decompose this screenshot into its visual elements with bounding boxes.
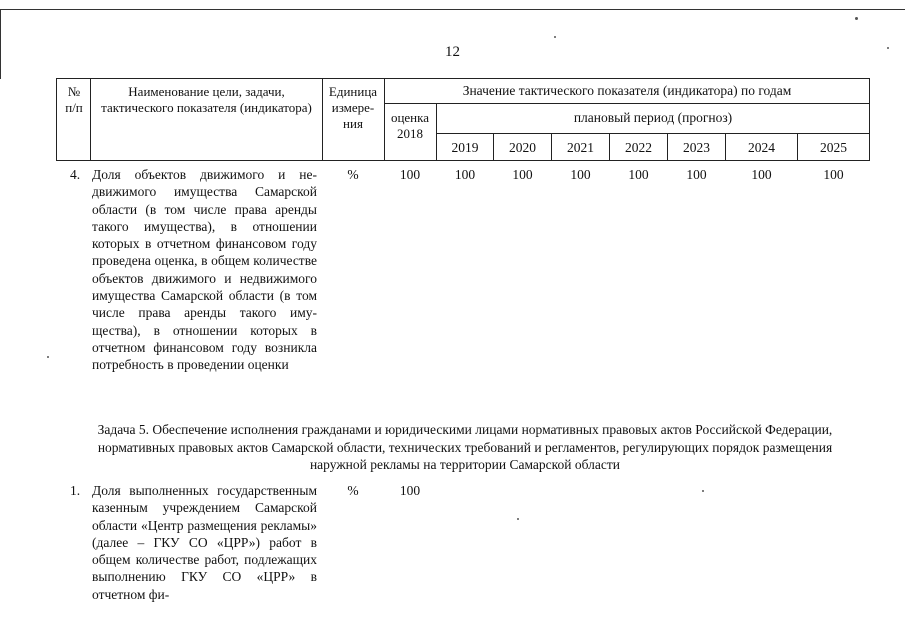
header-unit: Единица измерения xyxy=(328,84,378,131)
row-4-value-2023: 100 xyxy=(686,167,707,182)
scan-speck xyxy=(47,356,49,358)
scan-edge-top xyxy=(0,9,905,10)
scan-speck xyxy=(517,518,519,520)
row-4-unit: % xyxy=(347,167,359,182)
scan-speck xyxy=(855,17,858,20)
header-col-line xyxy=(384,78,385,161)
row-4-value-2020: 100 xyxy=(512,167,533,182)
header-year-2024: 2024 xyxy=(748,140,775,155)
header-year-2021: 2021 xyxy=(567,140,594,155)
task5-row-1-value: 100 xyxy=(399,483,421,498)
header-subgroup-line xyxy=(384,103,870,104)
row-4-value-2019: 100 xyxy=(454,167,476,182)
header-planned: плановый период (прогноз) xyxy=(573,110,733,125)
row-4-value-2021: 100 xyxy=(570,167,591,182)
header-col-line xyxy=(56,78,57,161)
header-top-border xyxy=(56,78,870,79)
row-4-value-2025: 100 xyxy=(823,167,844,182)
task-5-heading: Задача 5. Обеспечение исполнения гражданами и юридическими лицами нормативных правовых актов Российской Федерации, нормативных правовых актов Самарской области, технических требований и регламентов, регулирующих порядок размещения наружной рекламы на территории Самарской области xyxy=(97,422,833,473)
row-4-value-2018: 100 xyxy=(399,167,421,182)
header-year-2025: 2025 xyxy=(820,140,847,155)
scan-speck xyxy=(702,490,704,492)
row-4-value-2022: 100 xyxy=(628,167,649,182)
header-bottom-border xyxy=(56,160,870,161)
row-4-name: Доля объектов движимого и недвижимого имущества Самарской области (в том числе права аренды такого имущества), в отношении которых в отчетном финансовом году проведена оценка, в общем количестве объектов движимого и недвижимого имущества Самарской области (в том числе права аренды такого имущества), в отношении которых в отчетном финансовом году возникла потребность в проведении оценки xyxy=(92,167,317,373)
scan-speck xyxy=(554,36,556,38)
row-4-value-2024: 100 xyxy=(751,167,772,182)
header-col-line xyxy=(90,78,91,161)
header-year-2020: 2020 xyxy=(509,140,536,155)
header-name: Наименование цели, задачи, тактического показателя (индикатора) xyxy=(101,84,312,115)
task5-row-1-name: Доля выполненных государственным казенным учреждением Самарской области «Центр размещения рекламы» (далее – ГКУ СО «ЦРР») работ в общем количестве работ, подлежащих выполнению ГКУ СО «ЦРР» в отчетном фи- xyxy=(92,483,317,602)
header-values-group: Значение тактического показателя (индикатора) по годам xyxy=(462,83,792,98)
page-number: 12 xyxy=(445,44,460,60)
task5-row-1-num: 1. xyxy=(69,483,81,498)
header-year-2023: 2023 xyxy=(683,140,710,155)
task5-row-1-unit: % xyxy=(347,483,359,498)
row-4-num: 4. xyxy=(69,167,81,182)
header-years-line xyxy=(436,133,870,134)
header-col-line xyxy=(322,78,323,161)
header-year-2022: 2022 xyxy=(625,140,652,155)
header-col-line xyxy=(869,78,870,161)
header-num: № п/п xyxy=(65,84,83,115)
header-year-2019: 2019 xyxy=(451,140,479,155)
header-estimate: оценка 2018 xyxy=(390,110,430,141)
